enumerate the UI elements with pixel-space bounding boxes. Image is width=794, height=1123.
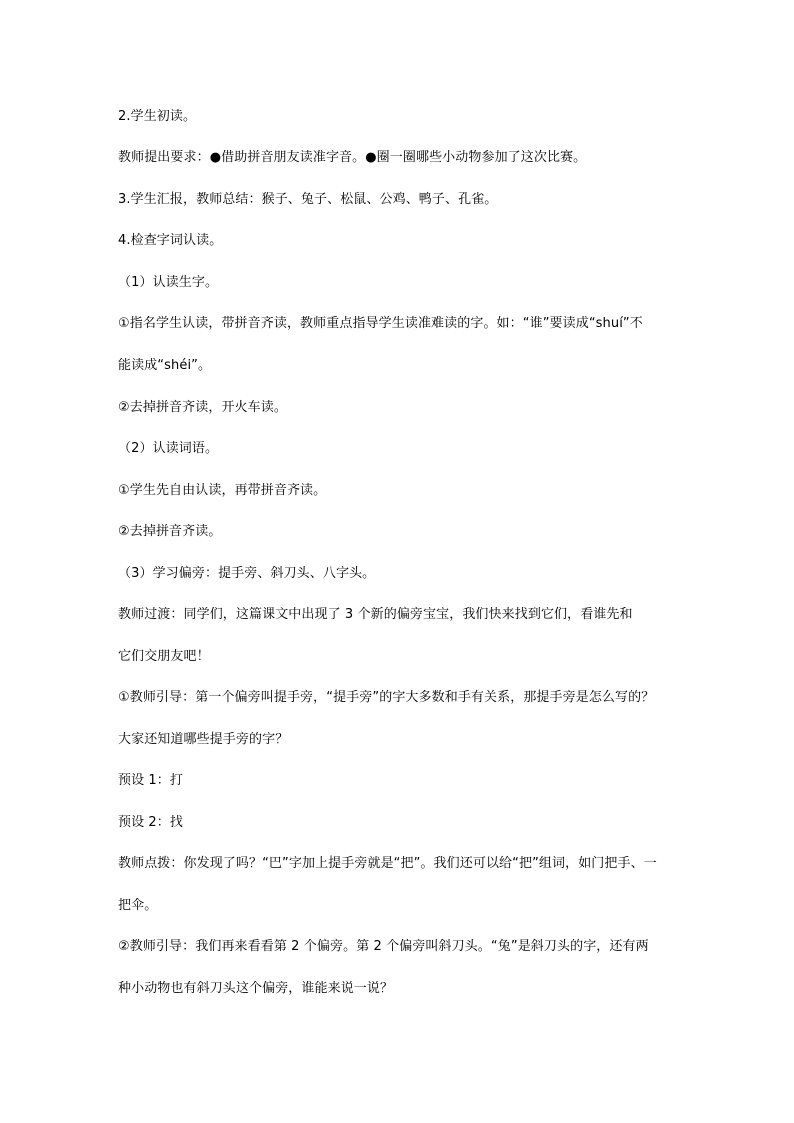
text-line: ②去掉拼音齐读。 [118, 524, 222, 539]
text-line: ①学生先自由认读，再带拼音齐读。 [118, 483, 327, 498]
text-line: 预设 1：打 [118, 773, 184, 788]
text-line: 大家还知道哪些提手旁的字？ [118, 732, 289, 747]
text-line: 教师点拨：你发现了吗？“巴”字加上提手旁就是“把”。我们还可以给“把”组词，如门把手、一 [118, 856, 657, 871]
text-line: （1）认读生字。 [118, 275, 219, 290]
text-line: ①指名学生认读，带拼音齐读，教师重点指导学生读准难读的字。如：“谁”要读成“shuí”不 [118, 316, 643, 331]
text-line: （3）学习偏旁：提手旁、斜刀头、八字头。 [118, 566, 376, 581]
text-line: 教师提出要求：●借助拼音朋友读准字音。●圈一圈哪些小动物参加了这次比赛。 [118, 150, 587, 165]
text-line: ②去掉拼音齐读，开火车读。 [118, 400, 287, 415]
text-line: 预设 2：找 [118, 815, 184, 830]
text-line: 它们交朋友吧！ [118, 649, 210, 664]
text-line: ①教师引导：第一个偏旁叫提手旁，“提手旁”的字大多数和手有关系，那提手旁是怎么写的？ [118, 690, 655, 705]
text-line: 把伞。 [118, 898, 158, 913]
text-line: ②教师引导：我们再来看看第 2 个偏旁。第 2 个偏旁叫斜刀头。“兔”是斜刀头的字，还有两 [118, 939, 649, 954]
text-line: （2）认读词语。 [118, 441, 219, 456]
text-line: 种小动物也有斜刀头这个偏旁，谁能来说一说？ [118, 981, 394, 996]
text-line: 3.学生汇报，教师总结：猴子、兔子、松鼠、公鸡、鸭子、孔雀。 [118, 192, 498, 207]
text-line: 能读成“shéi”。 [118, 358, 212, 373]
text-line: 4.检查字词认读。 [118, 233, 223, 248]
text-line: 教师过渡：同学们，这篇课文中出现了 3 个新的偏旁宝宝，我们快来找到它们，看谁先和 [118, 607, 633, 622]
text-line: 2.学生初读。 [118, 109, 197, 124]
